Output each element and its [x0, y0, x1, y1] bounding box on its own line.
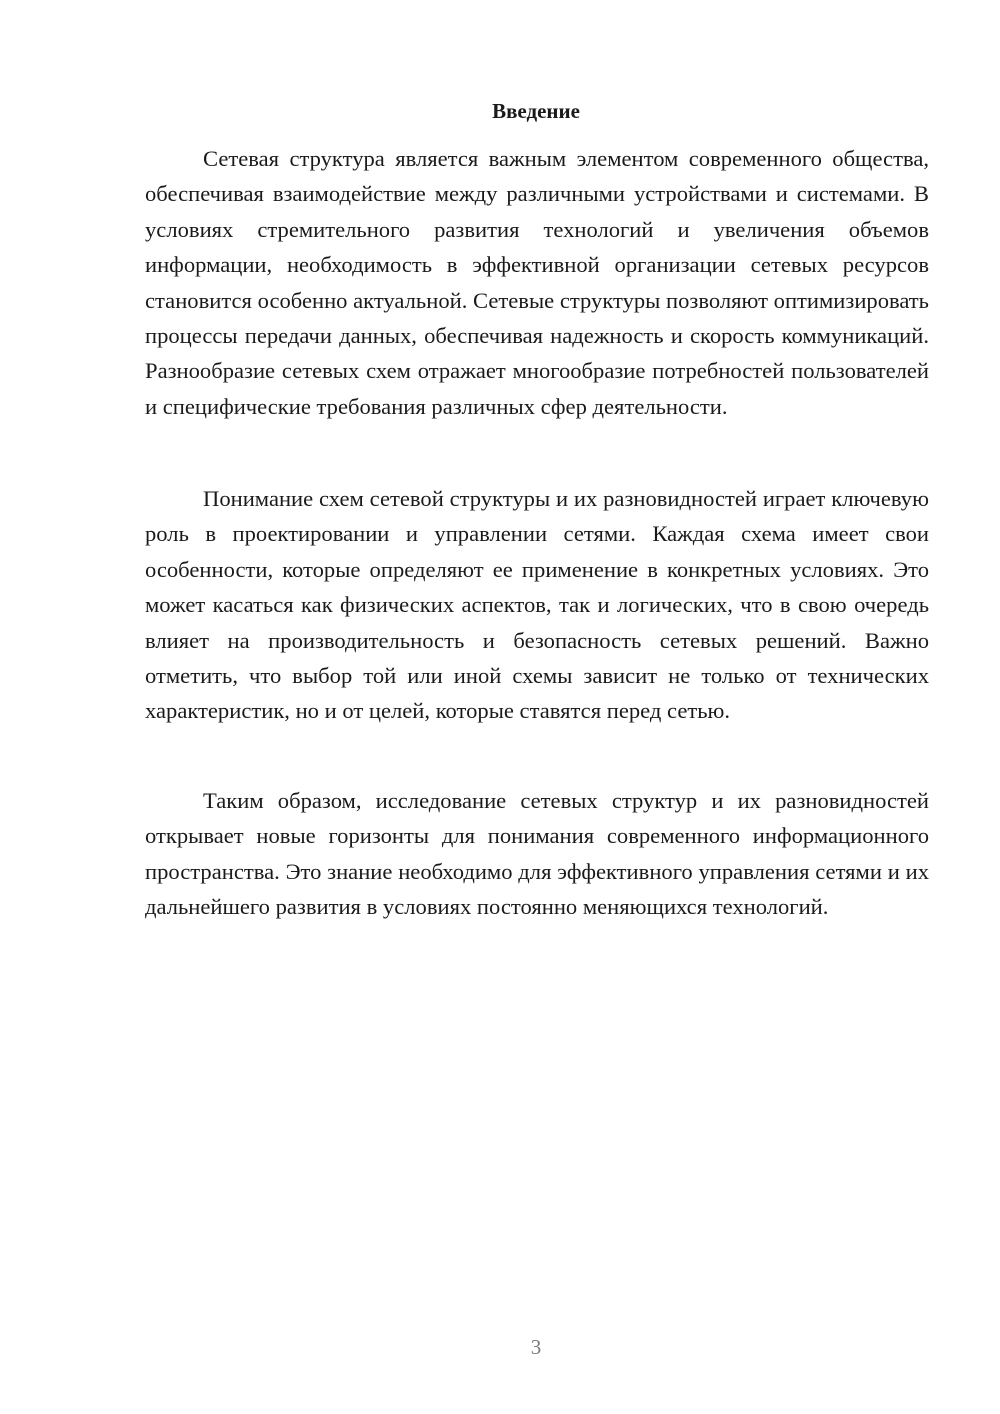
paragraph-1: [145, 141, 929, 424]
paragraph-text: Понимание схем сетевой структуры и их разновидностей играет ключевую роль в проектировании и управлении сетями. Каждая схема имеет свои особенности, которые определяют ее применение в конкретных условиях. Это может касаться как физических аспектов, так и логических, что в свою очередь влияет на производительность и безопасность сетевых решений. Важно отметить, что выбор той или иной схемы зависит не только от технических характеристик, но и от целей, которые ставятся перед сетью.: [145, 486, 929, 724]
paragraph-text: Таким образом, исследование сетевых структур и их разновидностей открывает новые горизонты для понимания современного информационного пространства. Это знание необходимо для эффективного управления сетями и их дальнейшего развития в условиях постоянно меняющихся технологий.: [145, 788, 929, 920]
page-number: 3: [530, 1335, 542, 1359]
paragraph-2: [145, 481, 929, 729]
paragraph-text: Сетевая структура является важным элементом современного общества, обеспечивая взаимодействие между различными устройствами и системами. В условиях стремительного развития технологий и увеличения объемов информации, необходимость в эффективной организации сетевых ресурсов становится особенно актуальной. Сетевые структуры позволяют оптимизировать процессы передачи данных, обеспечивая надежность и скорость коммуникаций. Разнообразие сетевых схем отражает многообразие потребностей пользователей и специфические требования различных сфер деятельности.: [145, 146, 929, 419]
paragraph-3: [145, 783, 929, 925]
page-title: Введение: [492, 99, 580, 123]
